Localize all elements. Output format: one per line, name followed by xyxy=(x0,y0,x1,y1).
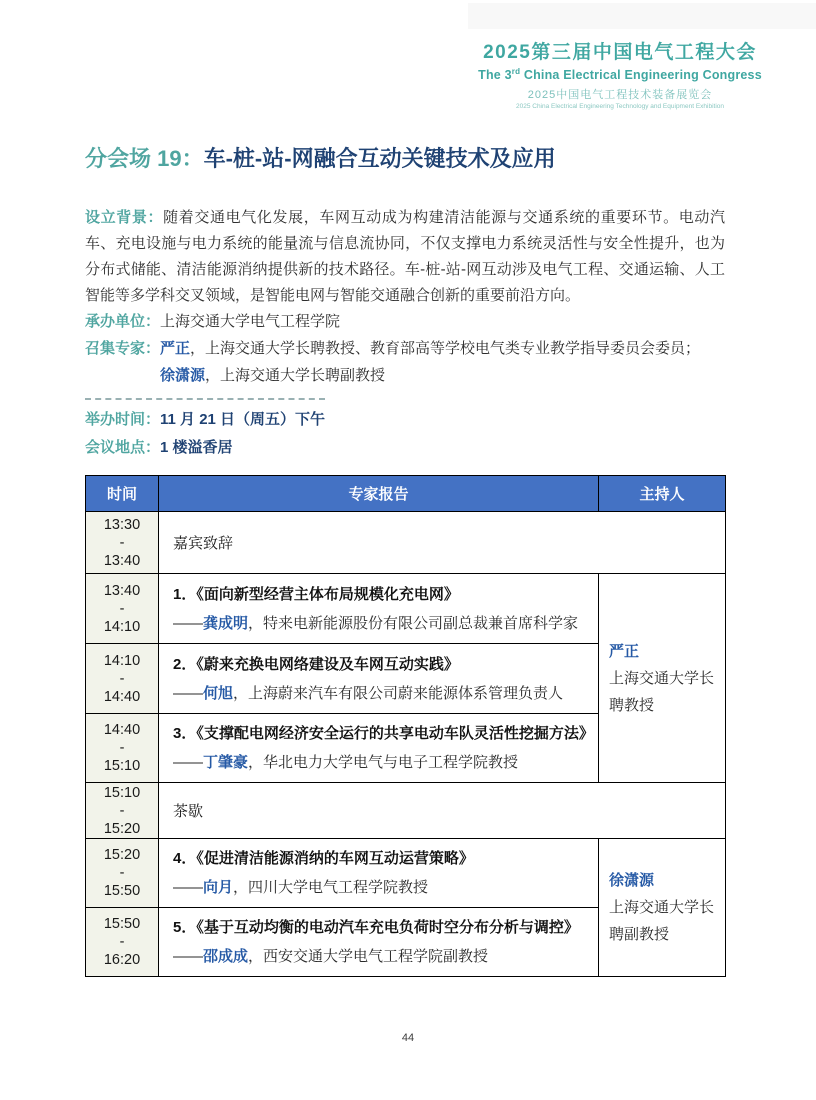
speaker-dash: —— xyxy=(173,879,203,896)
content-column xyxy=(85,0,725,977)
page-title xyxy=(85,144,725,174)
time-start: 13:30 xyxy=(103,516,141,533)
time-label: 举办时间： xyxy=(85,411,161,428)
agenda-table xyxy=(85,475,726,977)
speaker-affiliation: ，四川大学电气工程学院教授 xyxy=(233,879,429,896)
time-sep: - xyxy=(119,600,125,617)
talk-speaker xyxy=(173,748,588,777)
time-sep: - xyxy=(119,865,125,881)
venue-value: 1 楼溢香居 xyxy=(160,439,233,456)
event-cell: 茶歇 xyxy=(159,783,726,839)
time-start: 15:50 xyxy=(103,916,141,932)
talk-cell xyxy=(159,644,599,714)
talk-speaker xyxy=(173,609,588,638)
talk-title: 4．《促进清洁能源消纳的车网互动运营策略》 xyxy=(173,850,474,867)
organizer-line xyxy=(85,309,725,335)
speaker-affiliation: ，特来电新能源股份有限公司副总裁兼首席科学家 xyxy=(248,614,579,632)
expo-title-cn: 2025中国电气工程技术装备展览会 xyxy=(527,89,713,102)
logo-en-pre: The 3 xyxy=(478,68,512,83)
time-end: 14:40 xyxy=(103,688,141,705)
time-cell xyxy=(86,644,159,714)
time-cell xyxy=(86,839,159,908)
time-cell xyxy=(86,714,159,783)
speaker-name: 向月 xyxy=(203,879,234,896)
moderator-cell xyxy=(599,839,726,977)
convener-name: 严正 xyxy=(160,340,191,357)
time-start: 14:40 xyxy=(103,722,141,738)
session-name: 车-桩-站-网融合互动关键技术及应用 xyxy=(203,146,556,171)
time-value: 11 月 21 日（周五）下午 xyxy=(160,411,326,428)
organizer-label: 承办单位： xyxy=(85,313,161,330)
talk-title: 1．《面向新型经营主体布局规模化充电网》 xyxy=(173,585,459,603)
background-text: 随着交通电气化发展，车网互动成为构建清洁能源与交通系统的重要环节。电动汽车、充电设施与电力系统的能量流与信息流协同，不仅支撑电力系统灵活性与安全性提升，也为分布式储能、清洁能源消纳提供新的技术路径。车-桩-站-网互动涉及电气工程、交通运输、人工智能等多学科交叉领域，是智能电网与智能交通融合创新的重要前沿方向。 xyxy=(85,209,725,304)
talk-speaker xyxy=(173,679,588,708)
time-end: 16:20 xyxy=(103,952,141,968)
time-sep: - xyxy=(119,802,125,819)
organizer-text: 上海交通大学电气工程学院 xyxy=(160,313,341,330)
background-label: 设立背景： xyxy=(85,209,164,226)
convener-block xyxy=(85,335,725,389)
table-header-row xyxy=(86,476,726,512)
talk-title: 3．《支撑配电网经济安全运行的共享电动车队灵活性挖掘方法》 xyxy=(173,725,594,742)
background-paragraph xyxy=(85,205,725,309)
speaker-name: 何旭 xyxy=(203,684,234,702)
logo-en-sup: rd xyxy=(511,67,521,76)
moderator-desc: 上海交通大学长聘教授 xyxy=(609,669,715,714)
table-row xyxy=(86,783,726,839)
convener-desc: ，上海交通大学长聘教授、教育部高等学校电气类专业教学指导委员会委员； xyxy=(190,340,701,357)
time-end: 14:10 xyxy=(103,618,141,635)
moderator-cell xyxy=(599,574,726,783)
talk-cell xyxy=(159,574,599,644)
time-sep: - xyxy=(119,934,125,950)
table-row xyxy=(86,574,726,644)
speaker-name: 丁肇豪 xyxy=(203,754,249,771)
speaker-name: 邵成成 xyxy=(203,948,249,965)
time-start: 15:20 xyxy=(103,847,141,863)
convener-item xyxy=(160,335,700,362)
convener-list xyxy=(160,335,700,389)
convener-desc: ，上海交通大学长聘副教授 xyxy=(205,367,386,384)
column-header-host: 主持人 xyxy=(599,476,726,512)
logo-title-cn: 2025第三届中国电气工程大会 xyxy=(483,42,757,63)
time-cell xyxy=(86,512,159,574)
table-row xyxy=(86,839,726,908)
talk-cell xyxy=(159,714,599,783)
speaker-affiliation: ，西安交通大学电气工程学院副教授 xyxy=(248,948,489,965)
column-header-report: 专家报告 xyxy=(159,476,599,512)
time-end: 13:40 xyxy=(103,552,141,569)
column-header-time: 时间 xyxy=(86,476,159,512)
time-cell xyxy=(86,783,159,839)
convener-item xyxy=(160,362,700,389)
talk-title: 2．《蔚来充换电网络建设及车网互动实践》 xyxy=(173,655,459,673)
time-start: 15:10 xyxy=(103,784,141,801)
moderator-name: 徐潇源 xyxy=(609,872,655,889)
speaker-dash: —— xyxy=(173,684,203,702)
talk-title: 5．《基于互动均衡的电动汽车充电负荷时空分布分析与调控》 xyxy=(173,919,579,936)
time-line xyxy=(85,412,725,428)
logo-en-post: China Electrical Engineering Congress xyxy=(520,68,762,83)
moderator-name: 严正 xyxy=(609,642,640,660)
convener-label: 召集专家： xyxy=(85,340,161,357)
convener-name: 徐潇源 xyxy=(160,367,206,384)
talk-cell xyxy=(159,908,599,977)
speaker-affiliation: ，上海蔚来汽车有限公司蔚来能源体系管理负责人 xyxy=(233,684,564,702)
talk-cell xyxy=(159,839,599,908)
speaker-affiliation: ，华北电力大学电气与电子工程学院教授 xyxy=(248,754,519,771)
speaker-name: 龚成明 xyxy=(203,614,249,632)
expo-title-en: 2025 China Electrical Engineering Technology and Equipment Exhibition xyxy=(515,103,725,111)
speaker-dash: —— xyxy=(173,614,203,632)
session-number: 分会场 19： xyxy=(85,146,204,171)
time-end: 15:10 xyxy=(103,758,141,774)
event-cell: 嘉宾致辞 xyxy=(159,512,726,574)
dashed-divider xyxy=(85,398,325,400)
time-sep: - xyxy=(119,670,125,687)
time-sep: - xyxy=(119,534,125,551)
speaker-dash: —— xyxy=(173,948,203,965)
speaker-dash: —— xyxy=(173,754,203,771)
time-end: 15:50 xyxy=(103,883,141,899)
time-start: 14:10 xyxy=(103,652,141,669)
talk-speaker xyxy=(173,942,588,971)
time-cell xyxy=(86,908,159,977)
venue-line xyxy=(85,440,725,456)
table-row xyxy=(86,512,726,574)
talk-speaker xyxy=(173,873,588,902)
time-end: 15:20 xyxy=(103,820,141,837)
time-cell xyxy=(86,574,159,644)
time-sep: - xyxy=(119,740,125,756)
page-number: 44 xyxy=(401,1032,415,1044)
time-start: 13:40 xyxy=(103,582,141,599)
venue-label: 会议地点： xyxy=(85,439,161,456)
moderator-desc: 上海交通大学长聘副教授 xyxy=(609,899,715,943)
